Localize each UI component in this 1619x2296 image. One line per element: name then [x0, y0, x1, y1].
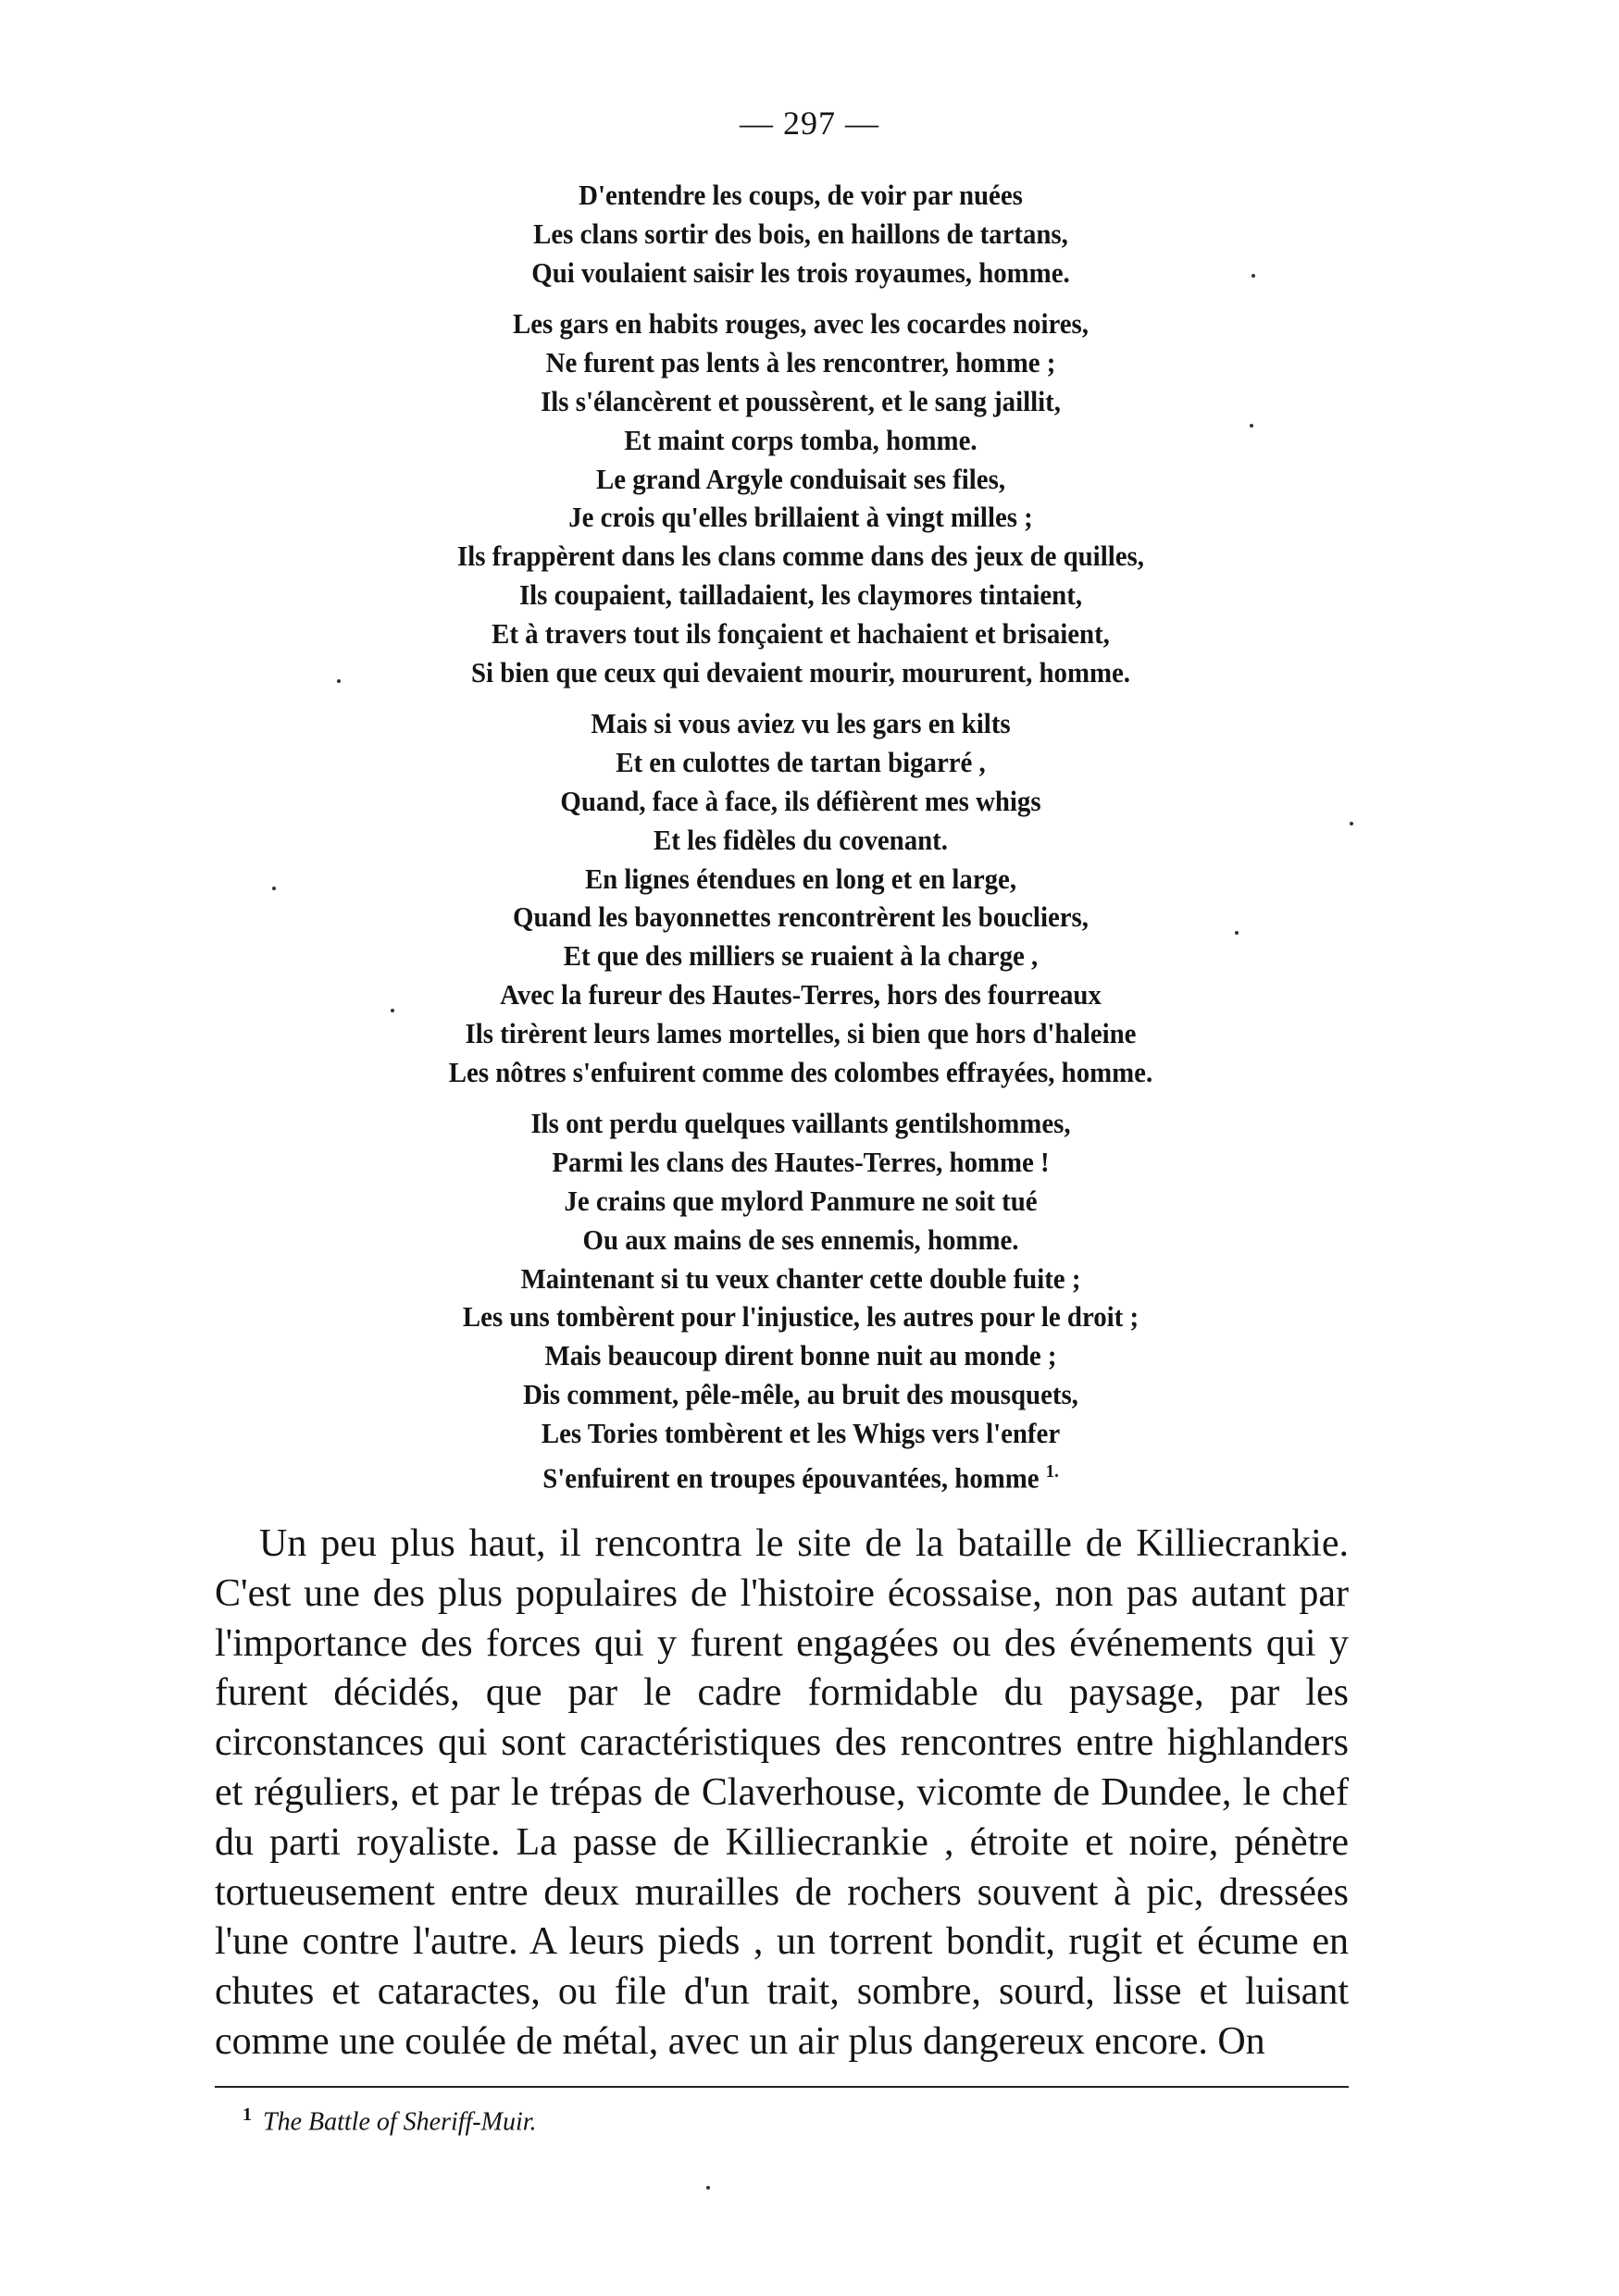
scan-speck — [1235, 931, 1239, 935]
poem-line: Les uns tombèrent pour l'injustice, les autres pour le droit ; — [462, 1300, 1140, 1334]
poem-line: Ils tirèrent leurs lames mortelles, si bien que hors d'haleine — [465, 1016, 1137, 1049]
footnote-reference[interactable]: 1. — [1045, 1460, 1059, 1482]
poem-line: Je crains que mylord Panmure ne soit tué — [564, 1184, 1038, 1217]
footnote-text: The Battle of Sheriff-Muir. — [263, 2107, 537, 2137]
scan-speck — [1350, 822, 1353, 825]
scan-speck — [706, 2186, 710, 2190]
stanza-4 — [315, 1104, 1288, 1496]
paragraph-text: Un peu plus haut, il rencontra le site de la bataille de Killiecrankie. C'est une des plus populaires de l'histoire écossaise, non pas autant par l'importance des forces qui y furent engagées ou des événements qui y furent décidés, que par le cadre formidable du paysage, par les circonstances qui sont caractéristiques des rencontres entre highlanders et réguliers, et par le trépas de Claverhouse, vicomte de Dundee, le chef du parti royaliste. La passe de Killiecrankie , étroite et noire, pénètre tortueusement entre deux murailles de rochers souvent à pic, dressées l'une contre l'autre. A leurs pieds , un torrent bondit, rugit et écume en chutes et cataractes, ou file d'un trait, sombre, sourd, lisse et luisant comme une coulée de métal, avec un air plus dangereux encore. On — [215, 1522, 1349, 2063]
stanza-3 — [315, 704, 1288, 1091]
poem — [315, 176, 1288, 1510]
poem-line: Les clans sortir des bois, en haillons de tartans, — [533, 217, 1068, 250]
poem-line: D'entendre les coups, de voir par nuées — [579, 179, 1023, 211]
poem-line: Mais beaucoup dirent bonne nuit au monde ; — [544, 1339, 1057, 1372]
poem-line: Et en culottes de tartan bigarré , — [616, 746, 986, 779]
footnote — [243, 2104, 537, 2137]
poem-line: Mais si vous aviez vu les gars en kilts — [591, 707, 1011, 740]
scan-speck — [272, 887, 276, 890]
poem-line: Maintenant si tu veux chanter cette double fuite ; — [520, 1261, 1081, 1295]
prose-paragraph — [215, 1520, 1349, 2067]
poem-line: Je crois qu'elles brillaient à vingt milles ; — [568, 501, 1033, 534]
stanza-1 — [315, 176, 1288, 292]
poem-line: Ils s'élancèrent et poussèrent, et le sang jaillit, — [541, 384, 1061, 417]
poem-line: Et maint corps tomba, homme. — [624, 423, 978, 456]
scan-speck — [1250, 424, 1253, 428]
page-number: — 297 — — [740, 105, 879, 142]
poem-line: En lignes étendues en long et en large, — [584, 862, 1017, 895]
poem-line: Si bien que ceux qui devaient mourir, moururent, homme. — [470, 655, 1130, 689]
poem-line: Ou aux mains de ses ennemis, homme. — [582, 1222, 1019, 1256]
poem-line: Ils coupaient, tailladaient, les claymores tintaient, — [518, 577, 1083, 611]
scan-speck — [1252, 274, 1255, 278]
poem-line: Avec la fureur des Hautes-Terres, hors des fourreaux — [500, 977, 1102, 1011]
poem-line-text: S'enfuirent en troupes épouvantées, homme — [542, 1460, 1040, 1494]
scan-speck — [391, 1009, 394, 1012]
poem-line: Et les fidèles du covenant. — [654, 823, 948, 856]
poem-line: Quand, face à face, ils défièrent mes whigs — [560, 784, 1041, 817]
poem-line: Et que des milliers se ruaient à la charge , — [563, 939, 1039, 973]
poem-line: Les Tories tombèrent et les Whigs vers l'enfer — [541, 1416, 1061, 1449]
poem-line: Qui voulaient saisir les trois royaumes, homme. — [531, 255, 1070, 289]
poem-line: Quand les bayonnettes rencontrèrent les boucliers, — [513, 900, 1089, 934]
poem-line: Ils ont perdu quelques vaillants gentilshommes, — [530, 1107, 1071, 1140]
poem-line: Et à travers tout ils fonçaient et hachaient et brisaient, — [492, 616, 1110, 650]
poem-line: Parmi les clans des Hautes-Terres, homme ! — [552, 1146, 1050, 1179]
scan-speck — [337, 679, 341, 683]
footnote-marker: 1 — [243, 2104, 252, 2125]
poem-line: Ils frappèrent dans les clans comme dans des jeux de quilles, — [457, 540, 1144, 573]
stanza-2 — [315, 304, 1288, 691]
poem-line: Les gars en habits rouges, avec les cocardes noires, — [513, 307, 1089, 341]
poem-line — [315, 1453, 1288, 1497]
poem-line: Le grand Argyle conduisait ses files, — [595, 462, 1006, 495]
poem-line: Dis comment, pêle-mêle, au bruit des mousquets, — [523, 1377, 1078, 1410]
poem-line: Ne furent pas lents à les rencontrer, homme ; — [545, 346, 1056, 379]
footnote-divider — [215, 2086, 1349, 2088]
poem-line: Les nôtres s'enfuirent comme des colombes effrayées, homme. — [448, 1055, 1153, 1088]
